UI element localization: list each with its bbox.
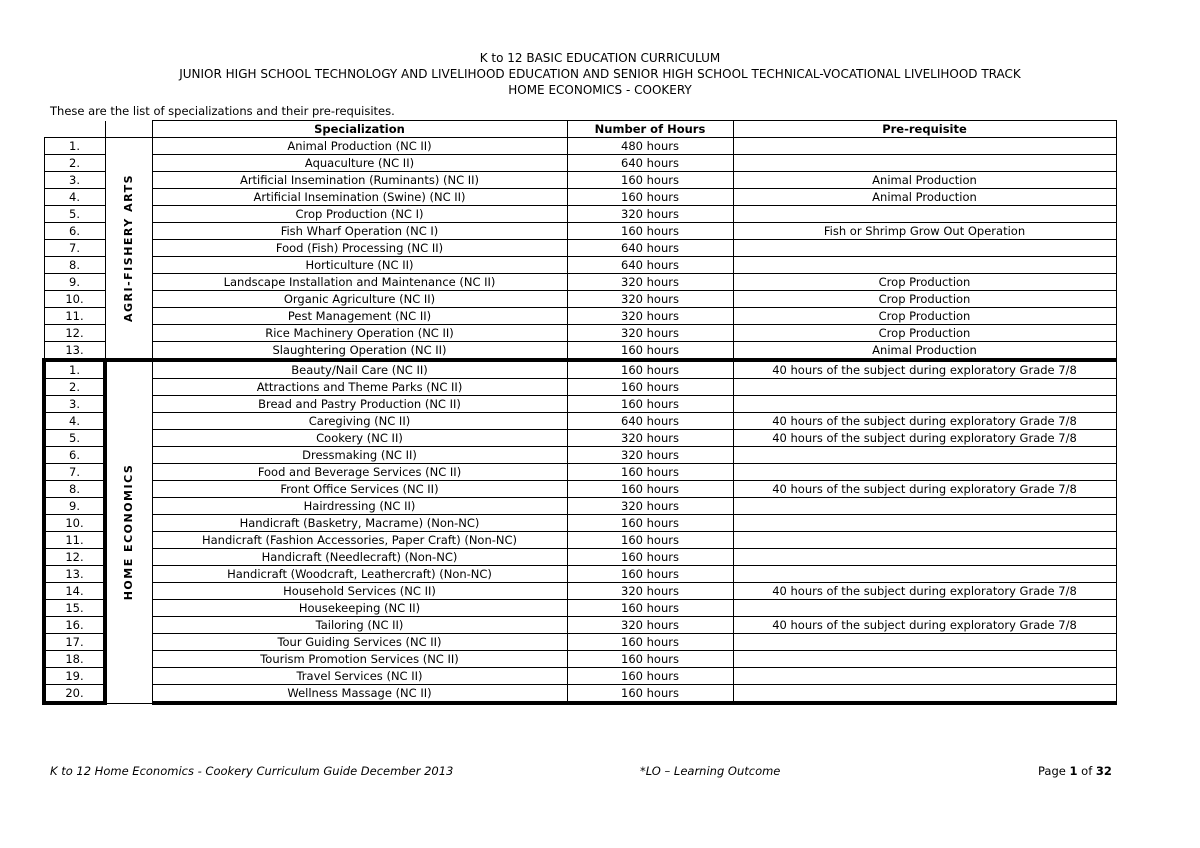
specialization-cell: Landscape Installation and Maintenance (NC II) — [152, 274, 567, 291]
specialization-cell: Beauty/Nail Care (NC II) — [152, 360, 567, 379]
prerequisite-cell — [733, 515, 1116, 532]
specialization-cell: Caregiving (NC II) — [152, 413, 567, 430]
column-header-hours: Number of Hours — [567, 121, 733, 138]
row-number: 12. — [44, 549, 105, 566]
hours-cell: 320 hours — [567, 274, 733, 291]
hours-cell: 160 hours — [567, 566, 733, 583]
table-row — [44, 634, 1116, 651]
prerequisite-cell — [733, 600, 1116, 617]
table-row — [44, 379, 1116, 396]
prerequisite-cell — [733, 566, 1116, 583]
row-number: 3. — [44, 172, 105, 189]
row-number: 5. — [44, 430, 105, 447]
row-number: 11. — [44, 532, 105, 549]
row-number: 17. — [44, 634, 105, 651]
table-row — [44, 600, 1116, 617]
prerequisite-cell — [733, 240, 1116, 257]
specialization-cell: Handicraft (Woodcraft, Leathercraft) (Non-NC) — [152, 566, 567, 583]
prerequisite-cell — [733, 651, 1116, 668]
table-header-row — [44, 121, 1116, 138]
prerequisite-cell: 40 hours of the subject during exploratory Grade 7/8 — [733, 481, 1116, 498]
prerequisite-cell: Animal Production — [733, 172, 1116, 189]
row-number: 10. — [44, 515, 105, 532]
specialization-cell: Attractions and Theme Parks (NC II) — [152, 379, 567, 396]
table-row — [44, 413, 1116, 430]
table-row — [44, 668, 1116, 685]
hours-cell: 320 hours — [567, 291, 733, 308]
hours-cell: 160 hours — [567, 342, 733, 361]
group-label-cell — [105, 360, 152, 703]
prerequisite-cell — [733, 447, 1116, 464]
specialization-cell: Animal Production (NC II) — [152, 138, 567, 155]
prerequisite-cell — [733, 685, 1116, 704]
row-number: 11. — [44, 308, 105, 325]
prerequisite-cell: 40 hours of the subject during exploratory Grade 7/8 — [733, 413, 1116, 430]
hours-cell: 640 hours — [567, 257, 733, 274]
hours-cell: 160 hours — [567, 668, 733, 685]
hours-cell: 640 hours — [567, 155, 733, 172]
row-number: 13. — [44, 566, 105, 583]
table-row — [44, 155, 1116, 172]
table-row — [44, 396, 1116, 413]
table-row — [44, 360, 1116, 379]
table-row — [44, 274, 1116, 291]
specialization-cell: Artificial Insemination (Ruminants) (NC II) — [152, 172, 567, 189]
specialization-cell: Crop Production (NC I) — [152, 206, 567, 223]
row-number: 10. — [44, 291, 105, 308]
footer-note: *LO – Learning Outcome — [640, 764, 781, 778]
specialization-cell: Slaughtering Operation (NC II) — [152, 342, 567, 361]
table-row — [44, 583, 1116, 600]
row-number: 9. — [44, 498, 105, 515]
specialization-cell: Rice Machinery Operation (NC II) — [152, 325, 567, 342]
prerequisite-cell: Crop Production — [733, 308, 1116, 325]
hours-cell: 640 hours — [567, 413, 733, 430]
prerequisite-cell: 40 hours of the subject during exploratory Grade 7/8 — [733, 583, 1116, 600]
specialization-cell: Pest Management (NC II) — [152, 308, 567, 325]
hours-cell: 160 hours — [567, 172, 733, 189]
of-word: of — [1081, 764, 1093, 778]
specialization-cell: Aquaculture (NC II) — [152, 155, 567, 172]
hours-cell: 320 hours — [567, 583, 733, 600]
table-row — [44, 498, 1116, 515]
table-row — [44, 685, 1116, 704]
table-row — [44, 617, 1116, 634]
specialization-cell: Artificial Insemination (Swine) (NC II) — [152, 189, 567, 206]
table-row — [44, 447, 1116, 464]
prerequisite-cell — [733, 464, 1116, 481]
row-number: 12. — [44, 325, 105, 342]
table-row — [44, 189, 1116, 206]
table-row — [44, 651, 1116, 668]
table-row — [44, 172, 1116, 189]
row-number: 8. — [44, 257, 105, 274]
row-number: 2. — [44, 155, 105, 172]
row-number: 1. — [44, 138, 105, 155]
specialization-cell: Organic Agriculture (NC II) — [152, 291, 567, 308]
hours-cell: 160 hours — [567, 515, 733, 532]
prerequisite-cell: 40 hours of the subject during exploratory Grade 7/8 — [733, 360, 1116, 379]
specialization-cell: Front Office Services (NC II) — [152, 481, 567, 498]
row-number: 7. — [44, 240, 105, 257]
table-row — [44, 325, 1116, 342]
table-row — [44, 138, 1116, 155]
page-word: Page — [1038, 764, 1066, 778]
specialization-cell: Travel Services (NC II) — [152, 668, 567, 685]
column-header-prerequisite: Pre-requisite — [733, 121, 1116, 138]
header-subject: HOME ECONOMICS - COOKERY — [508, 83, 692, 97]
row-number: 6. — [44, 447, 105, 464]
row-number: 8. — [44, 481, 105, 498]
footer-guide-title: K to 12 Home Economics - Cookery Curriculum Guide December 2013 — [50, 764, 454, 778]
specialization-cell: Handicraft (Needlecraft) (Non-NC) — [152, 549, 567, 566]
row-number: 16. — [44, 617, 105, 634]
page-current: 1 — [1069, 764, 1078, 778]
header-subtitle: JUNIOR HIGH SCHOOL TECHNOLOGY AND LIVELIHOOD EDUCATION AND SENIOR HIGH SCHOOL TECHNICAL-VOCATIONAL LIVELIHOOD TRACK — [179, 67, 1021, 81]
prerequisite-cell: Crop Production — [733, 291, 1116, 308]
prerequisite-cell — [733, 634, 1116, 651]
specialization-cell: Dressmaking (NC II) — [152, 447, 567, 464]
table-row — [44, 342, 1116, 361]
prerequisite-cell: Animal Production — [733, 342, 1116, 361]
prerequisite-cell — [733, 379, 1116, 396]
hours-cell: 320 hours — [567, 617, 733, 634]
hours-cell: 480 hours — [567, 138, 733, 155]
table-row — [44, 549, 1116, 566]
table-row — [44, 515, 1116, 532]
row-number: 2. — [44, 379, 105, 396]
hours-cell: 640 hours — [567, 240, 733, 257]
column-header-specialization: Specialization — [152, 121, 567, 138]
specialization-cell: Cookery (NC II) — [152, 430, 567, 447]
table-row — [44, 206, 1116, 223]
row-number: 1. — [44, 360, 105, 379]
table-row — [44, 308, 1116, 325]
row-number: 20. — [44, 685, 105, 704]
hours-cell: 160 hours — [567, 481, 733, 498]
specialization-cell: Tailoring (NC II) — [152, 617, 567, 634]
hours-cell: 160 hours — [567, 360, 733, 379]
hours-cell: 160 hours — [567, 651, 733, 668]
specialization-cell: Food (Fish) Processing (NC II) — [152, 240, 567, 257]
table-row — [44, 240, 1116, 257]
row-number: 18. — [44, 651, 105, 668]
prerequisite-cell: Crop Production — [733, 274, 1116, 291]
specialization-cell: Handicraft (Fashion Accessories, Paper Craft) (Non-NC) — [152, 532, 567, 549]
row-number: 14. — [44, 583, 105, 600]
footer-page-number — [1038, 764, 1112, 778]
hours-cell: 160 hours — [567, 464, 733, 481]
hours-cell: 160 hours — [567, 223, 733, 240]
prerequisite-cell: Animal Production — [733, 189, 1116, 206]
hours-cell: 160 hours — [567, 634, 733, 651]
group-label-cell — [105, 138, 152, 361]
hours-cell: 320 hours — [567, 308, 733, 325]
row-number: 13. — [44, 342, 105, 361]
hours-cell: 160 hours — [567, 685, 733, 704]
specialization-cell: Household Services (NC II) — [152, 583, 567, 600]
intro-text: These are the list of specializations and their pre-requisites. — [50, 104, 395, 118]
prerequisite-cell: Crop Production — [733, 325, 1116, 342]
table-row — [44, 257, 1116, 274]
hours-cell: 160 hours — [567, 600, 733, 617]
table-row — [44, 291, 1116, 308]
table-row — [44, 532, 1116, 549]
specialization-cell: Horticulture (NC II) — [152, 257, 567, 274]
header-title: K to 12 BASIC EDUCATION CURRICULUM — [479, 51, 721, 65]
specialization-cell: Wellness Massage (NC II) — [152, 685, 567, 704]
prerequisite-cell — [733, 668, 1116, 685]
prerequisite-cell — [733, 396, 1116, 413]
hours-cell: 160 hours — [567, 379, 733, 396]
hours-cell: 320 hours — [567, 206, 733, 223]
prerequisite-cell — [733, 257, 1116, 274]
prerequisite-cell — [733, 498, 1116, 515]
prerequisite-cell — [733, 206, 1116, 223]
hours-cell: 160 hours — [567, 189, 733, 206]
row-number: 6. — [44, 223, 105, 240]
row-number: 3. — [44, 396, 105, 413]
hours-cell: 320 hours — [567, 325, 733, 342]
prerequisite-cell — [733, 138, 1116, 155]
specialization-cell: Handicraft (Basketry, Macrame) (Non-NC) — [152, 515, 567, 532]
row-number: 19. — [44, 668, 105, 685]
row-number: 7. — [44, 464, 105, 481]
specialization-table — [42, 120, 1117, 705]
group-label: HOME ECONOMICS — [122, 463, 136, 601]
table-row — [44, 464, 1116, 481]
hours-cell: 160 hours — [567, 549, 733, 566]
row-number: 5. — [44, 206, 105, 223]
hours-cell: 160 hours — [567, 396, 733, 413]
prerequisite-cell — [733, 155, 1116, 172]
table-row — [44, 481, 1116, 498]
prerequisite-cell: 40 hours of the subject during exploratory Grade 7/8 — [733, 617, 1116, 634]
hours-cell: 320 hours — [567, 430, 733, 447]
prerequisite-cell — [733, 532, 1116, 549]
specialization-cell: Fish Wharf Operation (NC I) — [152, 223, 567, 240]
table-row — [44, 223, 1116, 240]
specialization-cell: Tour Guiding Services (NC II) — [152, 634, 567, 651]
row-number: 4. — [44, 189, 105, 206]
document-header — [0, 50, 1200, 98]
specialization-cell: Housekeeping (NC II) — [152, 600, 567, 617]
prerequisite-cell — [733, 549, 1116, 566]
hours-cell: 320 hours — [567, 498, 733, 515]
hours-cell: 160 hours — [567, 532, 733, 549]
specialization-cell: Hairdressing (NC II) — [152, 498, 567, 515]
row-number: 9. — [44, 274, 105, 291]
row-number: 15. — [44, 600, 105, 617]
hours-cell: 320 hours — [567, 447, 733, 464]
row-number: 4. — [44, 413, 105, 430]
prerequisite-cell: 40 hours of the subject during exploratory Grade 7/8 — [733, 430, 1116, 447]
table-row — [44, 430, 1116, 447]
specialization-cell: Food and Beverage Services (NC II) — [152, 464, 567, 481]
page-total: 32 — [1095, 764, 1112, 778]
specialization-cell: Tourism Promotion Services (NC II) — [152, 651, 567, 668]
specialization-cell: Bread and Pastry Production (NC II) — [152, 396, 567, 413]
table-row — [44, 566, 1116, 583]
prerequisite-cell: Fish or Shrimp Grow Out Operation — [733, 223, 1116, 240]
group-label: AGRI-FISHERY ARTS — [121, 174, 135, 322]
